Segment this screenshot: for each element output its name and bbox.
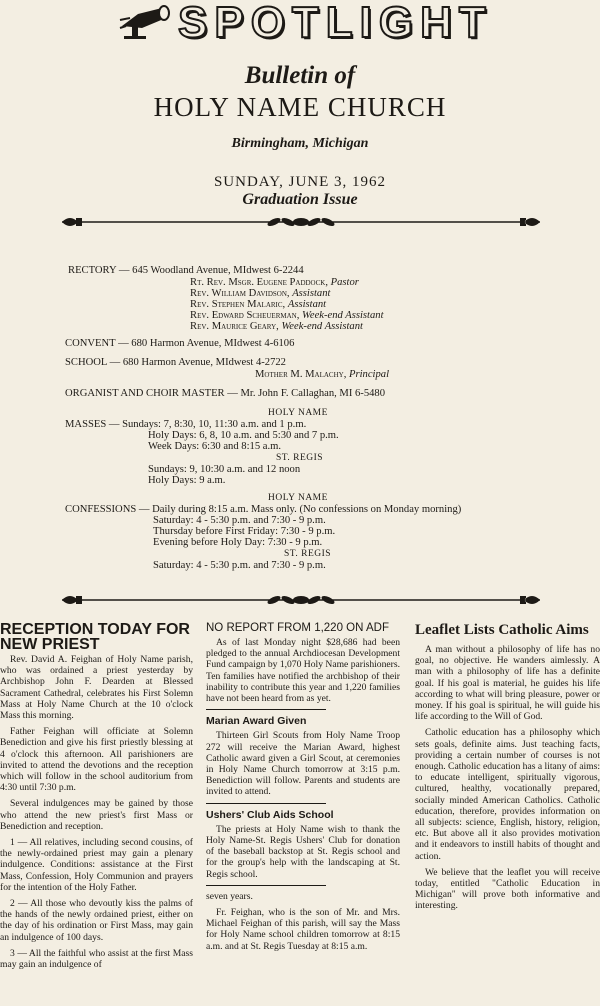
convent-line: CONVENT — 680 Harmon Avenue, MIdwest 4-6106: [65, 338, 295, 349]
rectory-line: RECTORY — 645 Woodland Avenue, MIdwest 6-2244: [68, 265, 304, 276]
confessions-st-regis-heading: ST. REGIS: [284, 549, 332, 559]
column-rule: [206, 803, 326, 804]
article-paragraph: Catholic education has a philosophy which sets goals, definite aims. Just teaching facts, providing a certain number of courses is not enough. Catholic education has a litany of aims: to educate intelligent, spiritually vigorous, cultured, healthy, vocationally prepared, socially minded American Catholics. Catholic education, therefore, provides information on all subjects: science, English, history, religion, etc. But above all it also provides motivation and it endeavors to instill habits of thought and action.: [415, 727, 600, 862]
school-line: SCHOOL — 680 Harmon Avenue, MIdwest 4-2722: [65, 357, 286, 368]
church-city: Birmingham, Michigan: [231, 136, 369, 151]
confessions-first-friday: Thursday before First Friday: 7:30 - 9 p.m.: [153, 526, 336, 537]
issue-name: Graduation Issue: [242, 191, 358, 208]
article-paragraph: 2 — All those who devoutly kiss the palms of the hands of the newly ordained priest, either on the day of his ordination or First Mass, may gain an indulgence of 100 days.: [0, 898, 193, 943]
adf-headline: NO REPORT FROM 1,220 ON ADF: [206, 622, 389, 634]
church-name: HOLY NAME CHURCH: [153, 92, 447, 122]
article-paragraph: 1 — All relatives, including second cousins, of the newly-ordained priest may gain a plenary indulgence. Conditions: assistance at the First Mass, Confession, Holy Communion and prayers for the intention of the Holy Father.: [0, 837, 193, 893]
pastor-line: Rt. Rev. Msgr. Eugene Paddock, Pastor: [190, 277, 359, 288]
issue-date: SUNDAY, JUNE 3, 1962: [213, 174, 387, 190]
article-paragraph: seven years.: [206, 890, 253, 902]
leaflet-headline: Leaflet Lists Catholic Aims: [415, 622, 589, 638]
masses-holy-days: Holy Days: 6, 8, 10 a.m. and 5:30 and 7 p.m.: [148, 430, 339, 441]
assistant-line-1: Rev. William Davidson, Assistant: [190, 288, 331, 299]
article-paragraph: Father Feighan will officiate at Solemn Benediction and give his first priestly blessing at 4 o'clock this afternoon. All parishioners are invited to attend the devotions and the reception which will follow in the school auditorium from 4:30 until 7:30 p.m.: [0, 726, 193, 794]
column-leaflet-article: [415, 622, 600, 917]
assistant-line-3: Rev. Edward Scheuerman, Week-end Assistant: [190, 310, 384, 321]
column-rule: [206, 709, 326, 710]
masthead-title: SPOTLIGHT: [178, 0, 493, 47]
article-paragraph: Fr. Feighan, who is the son of Mr. and Mrs. Michael Feighan of this parish, will say the Mass for Holy Name school children tomorrow at 8:15 a.m. and at St. Regis Tuesday at 8:15 a.m.: [206, 907, 400, 952]
masses-sundays: MASSES — Sundays: 7, 8:30, 10, 11:30 a.m. and 1 p.m.: [65, 419, 307, 430]
column-adf-article: [206, 622, 400, 957]
reception-headline: RECEPTION TODAY FOR NEW PRIEST: [0, 621, 190, 653]
st-regis-sundays: Sundays: 9, 10:30 a.m. and 12 noon: [148, 464, 301, 475]
assistant-line-2: Rev. Stephen Malaric, Assistant: [190, 299, 327, 310]
st-regis-confessions-saturday: Saturday: 4 - 5:30 p.m. and 7:30 - 9 p.m.: [153, 560, 326, 571]
ornamental-divider-top: [62, 212, 540, 232]
confessions-holy-day-eve: Evening before Holy Day: 7:30 - 9 p.m.: [153, 537, 323, 548]
masses-week-days: Week Days: 6:30 and 8:15 a.m.: [148, 441, 282, 452]
masthead: [118, 2, 518, 48]
spotlight-lamp-icon: [118, 4, 174, 40]
article-paragraph: We believe that the leaflet you will receive today, entitled "Catholic Education in Michigan" will prove both informative and interesting.: [415, 866, 600, 912]
masses-holy-name-heading: HOLY NAME: [268, 408, 328, 418]
assistant-line-4: Rev. Maurice Geary, Week-end Assistant: [190, 321, 363, 332]
article-paragraph: Several indulgences may be gained by those who attend the new priest's first Mass or Benediction and reception.: [0, 798, 193, 832]
article-paragraph: As of last Monday night $28,686 had been pledged to the annual Archdiocesan Development Fund campaign by 1,070 Holy Name parishioners. Ten families have notified the archbishop of their inability to contribute this year and 1,220 families have not been heard from as yet.: [206, 637, 400, 705]
article-paragraph: The priests at Holy Name wish to thank the Holy Name-St. Regis Ushers' Club for donation of the baseball backstop at St. Regis school and for the group's help with the landscaping at St. Regis school.: [206, 823, 400, 880]
bulletin-subtitle: Bulletin of: [244, 62, 356, 89]
masses-st-regis-heading: ST. REGIS: [276, 453, 324, 463]
confessions-saturday: Saturday: 4 - 5:30 p.m. and 7:30 - 9 p.m.: [153, 515, 326, 526]
column-reception-article: [0, 622, 193, 975]
ornamental-divider-bottom: [62, 590, 540, 610]
article-paragraph: A man without a philosophy of life has no goal, no objective. He wanders aimlessly. A man with a philosophy of life has a definite goal. If his goal is material, he guides his life according to what will bring pleasure, power or money. If his goal is spiritual, he will guide his life according to the Will of God.: [415, 644, 600, 723]
ushers-club-headline: Ushers' Club Aids School: [206, 808, 334, 821]
organist-line: ORGANIST AND CHOIR MASTER — Mr. John F. Callaghan, MI 6-5480: [65, 388, 386, 399]
confessions-daily: CONFESSIONS — Daily during 8:15 a.m. Mass only. (No confessions on Monday morning): [65, 504, 462, 515]
st-regis-holy-days: Holy Days: 9 a.m.: [148, 475, 226, 486]
marian-award-headline: Marian Award Given: [206, 715, 307, 728]
confessions-holy-name-heading: HOLY NAME: [268, 493, 328, 503]
article-paragraph: 3 — All the faithful who assist at the first Mass may gain an indulgence of: [0, 947, 193, 971]
column-rule: [206, 885, 326, 886]
principal-line: Mother M. Malachy, Principal: [255, 369, 390, 380]
article-paragraph: Thirteen Girl Scouts from Holy Name Troop 272 will receive the Marian Award, highest Catholic award given a Girl Scout, at ceremonies in Holy Name Church tomorrow at 3:15 p.m. Benediction will follow. Parents and students are invited to attend.: [206, 730, 400, 798]
article-paragraph: Rev. David A. Feighan of Holy Name parish, who was ordained a priest yesterday by Archbishop John F. Dearden at Blessed Sacrament Cathedral, celebrates his First Solemn Mass at Holy Name Church at the 10 o'clock Mass this morning.: [0, 654, 193, 722]
